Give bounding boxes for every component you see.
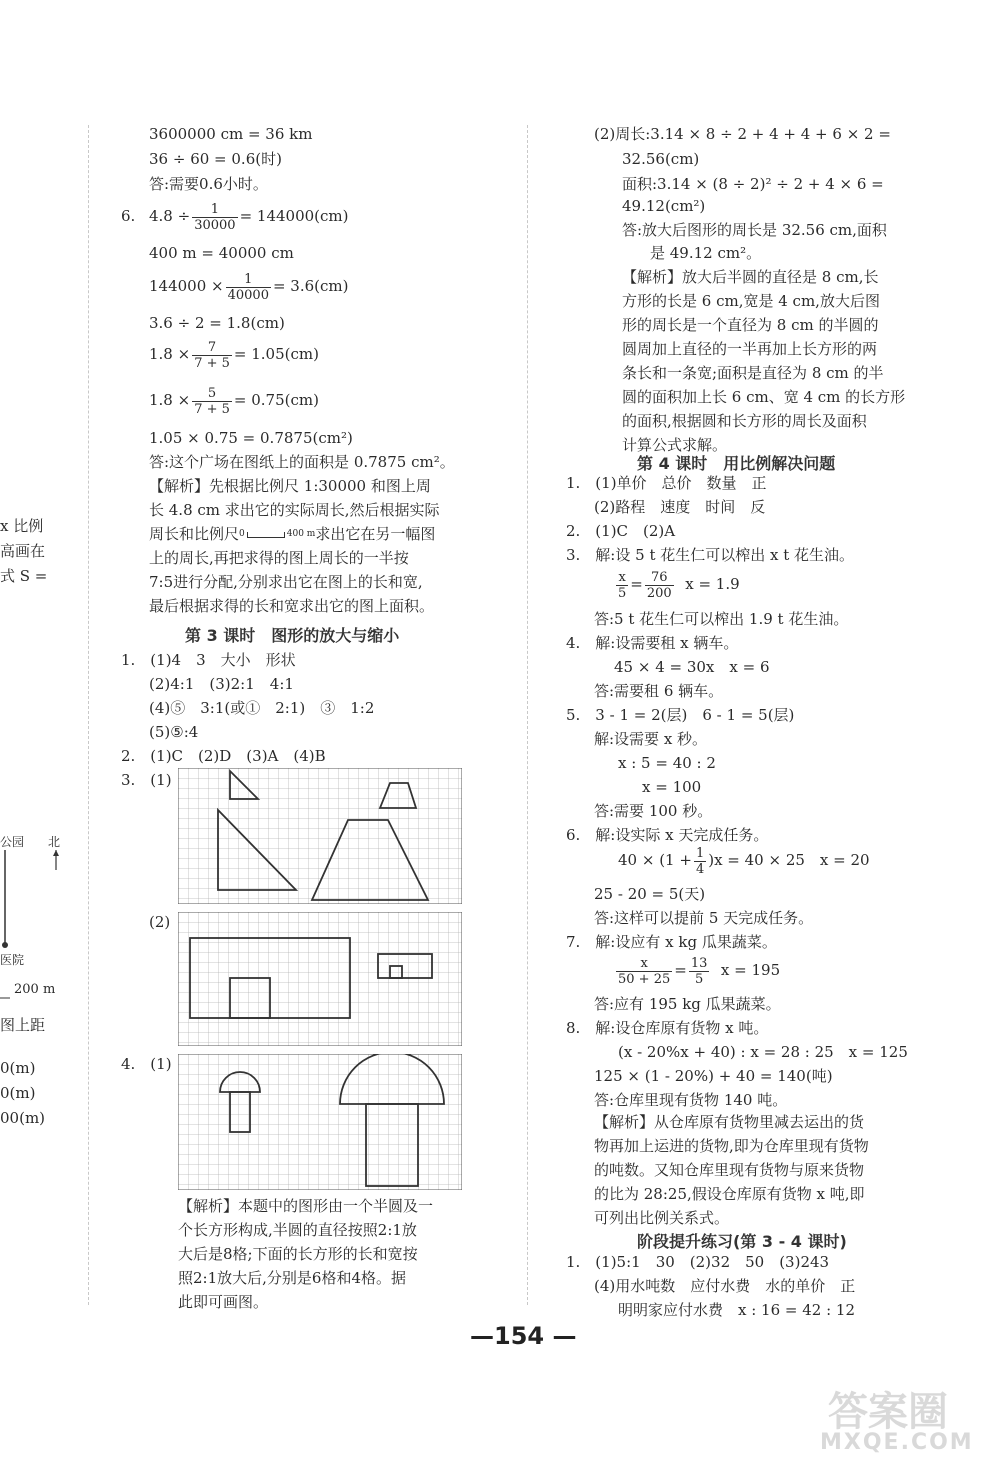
edge-scale: 200 m xyxy=(14,982,56,997)
answer-line: (2)4:1 (3)2:1 4:1 xyxy=(149,675,294,693)
answer-line: (4)⑤ 3:1(或① 2:1) ③ 1:2 xyxy=(149,699,375,717)
analysis-line: 此即可画图。 xyxy=(178,1293,269,1311)
fraction-line xyxy=(618,843,870,877)
fraction-line xyxy=(149,338,319,371)
analysis-line: 【解析】放大后半圆的直径是 8 cm,长 xyxy=(622,268,879,286)
scale-zero: 0 xyxy=(239,529,245,539)
section-heading-lesson4: 第 4 课时 用比例解决问题 xyxy=(637,454,836,473)
expr-post: = 1.05(cm) xyxy=(233,345,319,363)
answer-line: (4)用水吨数 应付水费 水的单价 正 xyxy=(594,1277,856,1295)
numerator: x xyxy=(616,956,672,972)
edge-text: x 比例 xyxy=(0,517,44,535)
analysis-text: 求出它在另一幅图 xyxy=(315,525,436,543)
expr-post: x = 1.9 xyxy=(685,575,740,593)
answer-line: 是 49.12 cm²。 xyxy=(650,244,762,262)
numerator: 1 xyxy=(695,845,705,861)
edge-text: 0(m) xyxy=(0,1084,36,1102)
edge-label-park: 公园 xyxy=(0,835,25,849)
fraction-line xyxy=(149,270,349,303)
fraction xyxy=(226,272,271,303)
section-heading-stage-practice: 阶段提升练习(第 3 - 4 课时) xyxy=(637,1232,847,1251)
answer-line: 答:仓库里现有货物 140 吨。 xyxy=(594,1091,788,1109)
expr-pre: 4.8 ÷ xyxy=(149,207,191,225)
numerator: 76 xyxy=(645,570,674,586)
expr-post: = 144000(cm) xyxy=(239,207,349,225)
answer-line: 3. (1) xyxy=(121,771,172,789)
calc-line: (2)周长:3.14 × 8 ÷ 2 + 4 + 4 + 6 × 2 = xyxy=(594,125,891,143)
fraction xyxy=(192,386,232,417)
answer-line: 1. (1)4 3 大小 形状 xyxy=(121,651,296,669)
grid-figure-mushrooms xyxy=(178,1054,462,1190)
analysis-line: 圆的面积加上长 6 cm、宽 4 cm 的长方形 xyxy=(622,388,906,406)
fraction xyxy=(689,956,710,987)
analysis-line: 7:5进行分配,分别求出它在图上的长和宽, xyxy=(149,573,423,591)
answer-line: 明明家应付水费 x : 16 = 42 : 12 xyxy=(618,1301,856,1319)
analysis-line: 最后根据求得的长和宽求出它的图上面积。 xyxy=(149,597,435,615)
expr-post: )x = 40 × 25 x = 20 xyxy=(708,851,870,869)
analysis-line: 的吨数。又知仓库里现有货物与原来货物 xyxy=(594,1161,865,1179)
calc-line: 3.6 ÷ 2 = 1.8(cm) xyxy=(149,314,285,332)
analysis-line: 物再加上运进的货物,即为仓库里现有货物 xyxy=(594,1137,869,1155)
denominator: 200 xyxy=(646,585,672,601)
fraction xyxy=(192,202,237,233)
analysis-line: 【解析】本题中的图形由一个半圆及一 xyxy=(178,1197,434,1215)
analysis-line: 形的周长是一个直径为 8 cm 的半圆的 xyxy=(622,316,879,334)
calc-line: 45 × 4 = 30x x = 6 xyxy=(614,658,770,676)
column-divider xyxy=(527,125,528,1305)
analysis-line: 上的周长,再把求得的图上周长的一半按 xyxy=(149,549,409,567)
expr-pre: 1.8 × xyxy=(149,345,191,363)
answer-line: 2. (1)C (2)A xyxy=(566,522,676,540)
analysis-line: 圆周加上直径的一半再加上长方形的两 xyxy=(622,340,878,358)
calc-line: 1.05 × 0.75 = 0.7875(cm²) xyxy=(149,429,353,447)
analysis-line: 条长和一条宽;面积是直径为 8 cm 的半 xyxy=(622,364,884,382)
expr-pre: 1.8 × xyxy=(149,391,191,409)
fraction-line xyxy=(614,567,740,601)
calc-line: 36 ÷ 60 = 0.6(时) xyxy=(149,150,282,168)
answer-line: 答:需要租 6 辆车。 xyxy=(594,682,724,700)
calc-line: 32.56(cm) xyxy=(622,150,700,168)
fraction xyxy=(645,570,674,601)
fraction xyxy=(192,340,232,371)
expr-post: x = 195 xyxy=(720,961,781,979)
edge-text: 式 S = xyxy=(0,567,48,585)
calc-line: 面积:3.14 × (8 ÷ 2)² ÷ 2 + 4 × 6 = xyxy=(622,175,884,193)
equals: = xyxy=(674,961,687,979)
section-heading-lesson3: 第 3 课时 图形的放大与缩小 xyxy=(185,626,400,645)
edge-text: 高画在 xyxy=(0,542,46,560)
expr-pre: 144000 × xyxy=(149,277,224,295)
answer-line: 答:这样可以提前 5 天完成任务。 xyxy=(594,909,814,927)
column-divider xyxy=(88,125,89,1305)
analysis-line: 长 4.8 cm 求出它的实际周长,然后根据实际 xyxy=(149,501,440,519)
denominator: 50 + 25 xyxy=(618,971,671,987)
answer-line: 7. 解:设应有 x kg 瓜果蔬菜。 xyxy=(566,933,777,951)
numerator: 5 xyxy=(192,386,232,402)
calc-line: x : 5 = 40 : 2 xyxy=(618,754,716,772)
scale-label: 400 m xyxy=(286,529,316,539)
calc-line: x = 100 xyxy=(642,778,702,796)
answer-line: 答:5 t 花生仁可以榨出 1.9 t 花生油。 xyxy=(594,610,849,628)
answer-line: (5)⑤:4 xyxy=(149,723,199,741)
scale-bar xyxy=(247,532,285,538)
denominator: 7 + 5 xyxy=(194,355,230,371)
analysis-line xyxy=(149,524,435,544)
analysis-line: 【解析】从仓库原有货物里减去运出的货 xyxy=(594,1113,865,1131)
page-number: —154 — xyxy=(470,1322,577,1350)
edge-text: 图上距 xyxy=(0,1016,46,1034)
edge-label-hospital: 医院 xyxy=(0,953,25,967)
answer-line: 5. 3 - 1 = 2(层) 6 - 1 = 5(层) xyxy=(566,706,795,724)
calc-line: 125 × (1 - 20%) + 40 = 140(吨) xyxy=(594,1067,833,1085)
answer-line: 答:需要 100 秒。 xyxy=(594,802,713,820)
edge-text: 00(m) xyxy=(0,1109,46,1127)
answer-line: 4. (1) xyxy=(121,1055,172,1073)
fraction-line xyxy=(149,384,319,417)
edge-text: 0(m) xyxy=(0,1059,36,1077)
answer-line: 8. 解:设仓库原有货物 x 吨。 xyxy=(566,1019,769,1037)
answer-line: 答:这个广场在图纸上的面积是 0.7875 cm²。 xyxy=(149,453,455,471)
answer-line: 解:设需要 x 秒。 xyxy=(594,730,708,748)
watermark-logo: 答案圈 xyxy=(828,1389,948,1435)
expr-post: = 0.75(cm) xyxy=(233,391,319,409)
expr-post: = 3.6(cm) xyxy=(272,277,349,295)
watermark-url: MXQE.COM xyxy=(820,1430,974,1455)
calc-line: 400 m = 40000 cm xyxy=(149,244,294,262)
fraction xyxy=(694,846,706,877)
numerator: 1 xyxy=(226,272,271,288)
analysis-line: 【解析】先根据比例尺 1:30000 和图上周 xyxy=(149,477,431,495)
analysis-line: 计算公式求解。 xyxy=(622,436,728,454)
calc-line: 25 - 20 = 5(天) xyxy=(594,885,706,903)
expr-pre: 40 × (1 + xyxy=(618,851,692,869)
answer-line: 3. 解:设 5 t 花生仁可以榨出 x t 花生油。 xyxy=(566,546,855,564)
denominator: 4 xyxy=(695,861,705,877)
calc-line: 49.12(cm²) xyxy=(622,197,706,215)
analysis-line: 可列出比例关系式。 xyxy=(594,1209,730,1227)
answer-line: 答:放大后图形的周长是 32.56 cm,面积 xyxy=(622,221,887,239)
answer-line: 答:需要0.6小时。 xyxy=(149,175,268,193)
answer-line: 2. (1)C (2)D (3)A (4)B xyxy=(121,747,326,765)
edge-label-north: 北 xyxy=(48,835,61,849)
analysis-line: 大后是8格;下面的长方形的长和宽按 xyxy=(178,1245,418,1263)
answer-line: 1. (1)单价 总价 数量 正 xyxy=(566,474,767,492)
denominator: 5 xyxy=(618,585,627,601)
analysis-line: 方形的长是 6 cm,宽是 4 cm,放大后图 xyxy=(622,292,880,310)
question-number: 6. xyxy=(121,207,136,225)
analysis-line: 个长方形构成,半圆的直径按照2:1放 xyxy=(178,1221,417,1239)
denominator: 7 + 5 xyxy=(194,401,230,417)
fraction xyxy=(616,956,672,987)
grid-figure-rectangles xyxy=(178,912,462,1046)
answer-line: (2)路程 速度 时间 反 xyxy=(594,498,766,516)
denominator: 40000 xyxy=(227,287,269,303)
fraction-line xyxy=(149,200,349,233)
numerator: 7 xyxy=(192,340,232,356)
answer-line: 1. (1)5:1 30 (2)32 50 (3)243 xyxy=(566,1253,830,1271)
analysis-line: 的面积,根据圆和长方形的周长及面积 xyxy=(622,412,867,430)
grid-figure-triangles-trapezoids xyxy=(178,768,462,904)
analysis-line: 的比为 28:25,假设仓库原有货物 x 吨,即 xyxy=(594,1185,865,1203)
denominator: 5 xyxy=(694,971,704,987)
fraction xyxy=(616,570,628,601)
analysis-text: 周长和比例尺 xyxy=(149,525,240,543)
equals: = xyxy=(630,575,643,593)
answer-line: (2) xyxy=(149,913,171,931)
numerator: 1 xyxy=(192,202,237,218)
analysis-line: 照2:1放大后,分别是6格和4格。据 xyxy=(178,1269,406,1287)
numerator: x xyxy=(616,570,628,586)
fraction-line xyxy=(614,953,780,987)
answer-line: 答:应有 195 kg 瓜果蔬菜。 xyxy=(594,995,781,1013)
denominator: 30000 xyxy=(194,217,236,233)
calc-line: (x - 20%x + 40) : x = 28 : 25 x = 125 xyxy=(618,1043,908,1061)
numerator: 13 xyxy=(690,955,708,971)
answer-line: 4. 解:设需要租 x 辆车。 xyxy=(566,634,739,652)
answer-line: 6. 解:设实际 x 天完成任务。 xyxy=(566,826,769,844)
calc-line: 3600000 cm = 36 km xyxy=(149,125,313,143)
